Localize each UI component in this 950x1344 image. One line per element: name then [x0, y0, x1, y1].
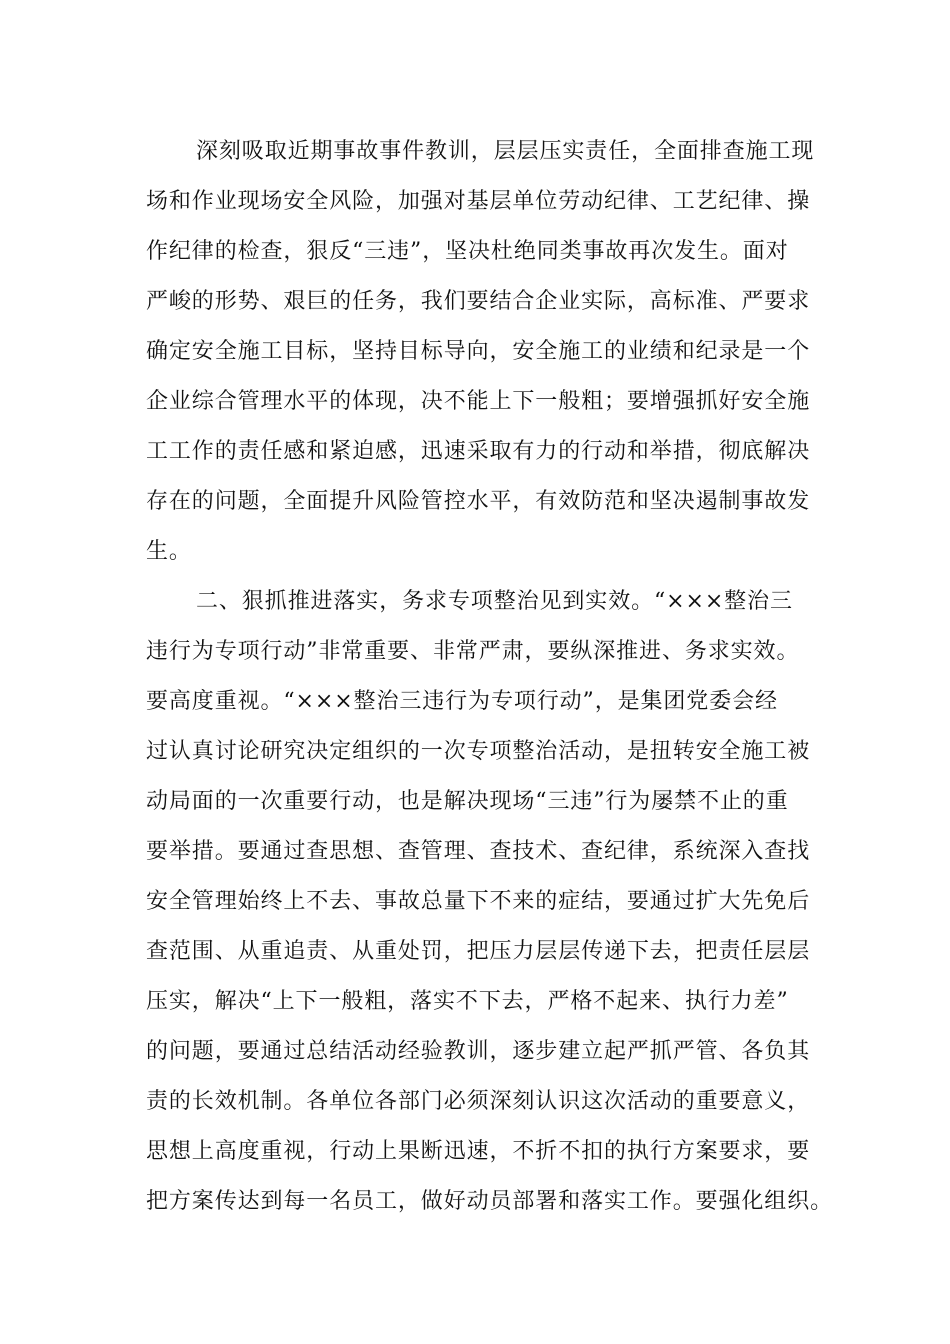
- paragraph-1-line-4: 严峻的形势、艰巨的任务，我们要结合企业实际，高标准、严要求: [146, 289, 811, 314]
- paragraph-1-line-5: 确定安全施工目标，坚持目标导向，安全施工的业绩和纪录是一个: [146, 339, 811, 364]
- paragraph-1-line-3: 作纪律的检查，狠反“三违”，坚决杜绝同类事故再次发生。面对: [146, 239, 789, 264]
- paragraph-2-line-11: 责的长效机制。各单位各部门必须深刻认识这次活动的重要意义，: [146, 1089, 811, 1114]
- paragraph-2-line-5: 动局面的一次重要行动，也是解决现场“三违”行为屡禁不止的重: [146, 789, 789, 814]
- paragraph-2-line-4: 过认真讨论研究决定组织的一次专项整治活动，是扭转安全施工被: [146, 739, 811, 764]
- paragraph-1-line-7: 工工作的责任感和紧迫感，迅速采取有力的行动和举措，彻底解决: [146, 439, 811, 464]
- paragraph-2-line-12: 思想上高度重视，行动上果断迅速，不折不扣的执行方案要求，要: [146, 1139, 811, 1164]
- paragraph-2-line-13: 把方案传达到每一名员工，做好动员部署和落实工作。要强化组织。: [146, 1189, 834, 1214]
- paragraph-2-line-3: 要高度重视。“×××整治三违行为专项行动”，是集团党委会经: [146, 689, 778, 714]
- paragraph-2-line-1: 二、狠抓推进落实，务求专项整治见到实效。“×××整治三: [196, 589, 793, 614]
- paragraph-1-line-8: 存在的问题，全面提升风险管控水平，有效防范和坚决遏制事故发: [146, 489, 811, 514]
- paragraph-2-line-7: 安全管理始终上不去、事故总量下不来的症结，要通过扩大先免后: [146, 889, 811, 914]
- paragraph-2-line-8: 查范围、从重追责、从重处罚，把压力层层传递下去，把责任层层: [146, 939, 811, 964]
- paragraph-1-line-2: 场和作业现场安全风险，加强对基层单位劳动纪律、工艺纪律、操: [146, 189, 811, 214]
- paragraph-2-line-6: 要举措。要通过查思想、查管理、查技术、查纪律，系统深入查找: [146, 839, 811, 864]
- paragraph-1-line-1: 深刻吸取近期事故事件教训，层层压实责任，全面排查施工现: [196, 139, 815, 164]
- paragraph-2-line-9: 压实，解决“上下一般粗，落实不下去，严格不起来、执行力差”: [146, 989, 789, 1014]
- paragraph-1-line-6: 企业综合管理水平的体现，决不能上下一般粗；要增强抓好安全施: [146, 389, 811, 414]
- paragraph-2-line-10: 的问题，要通过总结活动经验教训，逐步建立起严抓严管、各负其: [146, 1039, 811, 1064]
- paragraph-1-line-9: 生。: [146, 539, 192, 564]
- paragraph-2-line-2: 违行为专项行动”非常重要、非常严肃，要纵深推进、务求实效。: [146, 639, 800, 664]
